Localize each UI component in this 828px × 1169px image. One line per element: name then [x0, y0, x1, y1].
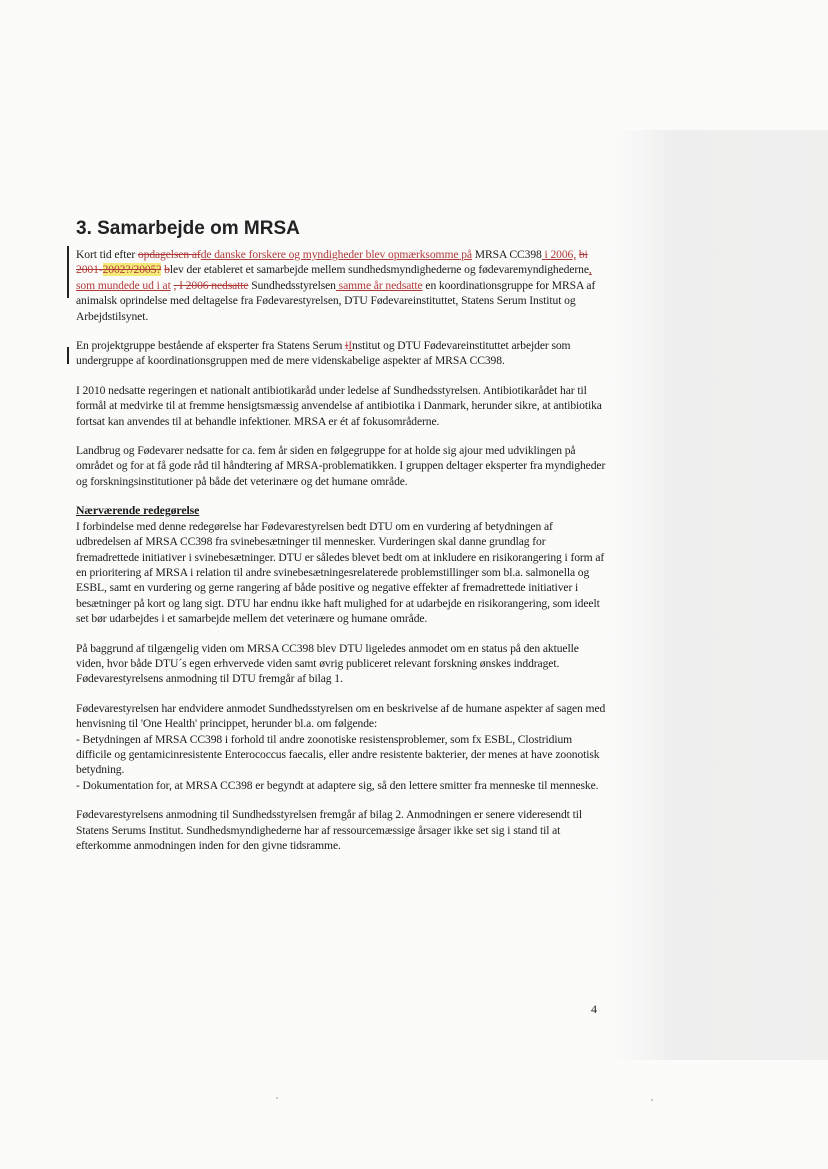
deleted-text: opdagelsen af — [137, 248, 201, 261]
paragraph-dtu-assessment: I forbindelse med denne redegørelse har Fødevarestyrelsen bedt DTU om en vurdering af betydningen af udbredelsen af MRSA CC398 fra svinebesætninger til mennesker. Vurderingen skal danne grundlag for fremadrettede initiativer i svinebesætninger. DTU er således blevet bedt om at inkludere en risikorangering i form af en prioritering af MRSA i relation til andre svinebesætningesrelaterede problemstillinger som bl.a. salmonella og ESBL, samt en vurdering og gerne rangering af både positive og negative effekter af fremadrettede initiativer i besætninger på kort og lang sigt. DTU har endnu ikke haft mulighed for at udarbejde en risikorangering, som ideelt set bør udarbejdes i et samarbejde mellem det veterinære og humane område. — [76, 519, 605, 626]
text: Sundhedsstyrelsen — [248, 278, 336, 292]
list-item: - Dokumentation for, at MRSA CC398 er begyndt at adaptere sig, så den lettere smitter fra menneske til menneske. — [76, 778, 599, 792]
subheading: Nærværende redegørelse — [76, 503, 200, 518]
scan-speck — [651, 1099, 653, 1101]
change-bar — [67, 246, 69, 298]
section-content — [76, 218, 606, 867]
deleted-text: bi 2001- — [76, 248, 588, 277]
text: lev der etableret et samarbejde mellem sundhedsmyndighederne og fødevaremyndighederne — [169, 263, 589, 277]
section-heading: 3. Samarbejde om MRSA — [76, 218, 300, 239]
text: Kort tid efter — [76, 248, 138, 261]
paragraph-project-group — [76, 338, 606, 369]
text: En projektgruppe bestående af eksperter fra Statens Serum — [76, 339, 346, 353]
text: MRSA CC398 — [471, 248, 542, 261]
paragraph-status-request: På baggrund af tilgængelig viden om MRSA CC398 blev DTU ligeledes anmodet om en status på den aktuelle viden, hvor både DTU´s egen erhvervede viden samt øvrig publiceret relevant forskning ønskes inddraget. Fødevarestyrelsens anmodning til DTU fremgår af bilag 1. — [76, 641, 579, 686]
text: nstitut og DTU Fødevareinstituttet arbejder som undergruppe af koordinationsgruppen med de mere videnskabelige aspekter af MRSA CC398. — [76, 339, 571, 368]
deleted-highlighted-text: 2002?/2005? — [102, 263, 162, 277]
inserted-text: i 2006, — [541, 248, 577, 261]
scan-speck — [276, 1097, 278, 1099]
inserted-text: samme år nedsatte — [335, 278, 423, 292]
inserted-text: I — [348, 339, 353, 353]
deleted-text: i — [345, 339, 349, 353]
deleted-text: b — [164, 263, 170, 277]
paragraph-request-forwarded: Fødevarestyrelsens anmodning til Sundhedsstyrelsen fremgår af bilag 2. Anmodningen er senere videresendt til Statens Serums Institut. Sundhedsmyndighederne har af ressourcemæssige årsager ikke set sig i stand til at efterkomme anmodningen inden for den givne tidsramme. — [76, 808, 582, 852]
scan-shadow — [612, 130, 828, 1060]
paragraph-antibiotic-council: I 2010 nedsatte regeringen et nationalt antibiotikaråd under ledelse af Sundhedsstyrelsen. Antibiotikarådet har til formål at medvirke til at fremme hensigtsmæssig anvendelse af antibiotika i Danmark, herunder sikre, at antibiotika fortsat kan anvendes til at behandle infektioner. MRSA er ét af fokusområderne. — [76, 383, 602, 428]
list-item: - Betydningen af MRSA CC398 i forhold til andre zoonotiske resistensproblemer, som fx ESBL, Clostridium difficile og gentamicinresistente Enterococcus faecalis, eller andre resistente bakterier, der menes at have zoonotisk betydning. — [76, 732, 600, 777]
change-bar — [67, 347, 69, 364]
health-request-block — [76, 701, 606, 793]
inserted-text: de danske forskere og myndigheder blev opmærksomme på — [200, 248, 472, 261]
inserted-text: , som mundede ud i at — [76, 263, 592, 292]
text: en koordinationsgruppe for MRSA af animalsk oprindelse med deltagelse fra Fødevarestyrelsen, DTU Fødevareinstituttet, Statens Serum Institut og Arbejdstilsynet. — [76, 278, 596, 323]
paragraph-follow-group: Landbrug og Fødevarer nedsatte for ca. fem år siden en følgegruppe for at holde sig ajour med udviklingen på området og for at få gode råd til håndtering af MRSA-problematikken. I gruppen deltager eksperter fra myndigheder og forskningsinstitutioner på både det veterinære og det humane område. — [76, 444, 606, 488]
paragraph-health-request: Fødevarestyrelsen har endvidere anmodet Sundhedsstyrelsen om en beskrivelse af de humane aspekter af sagen med henvisning til 'One Health' princippet, herunder bl.a. om følgende: — [76, 701, 606, 731]
page-number: 4 — [591, 1002, 597, 1016]
paragraph-coordination — [76, 247, 606, 324]
deleted-text: , I 2006 nedsatte — [173, 278, 249, 292]
